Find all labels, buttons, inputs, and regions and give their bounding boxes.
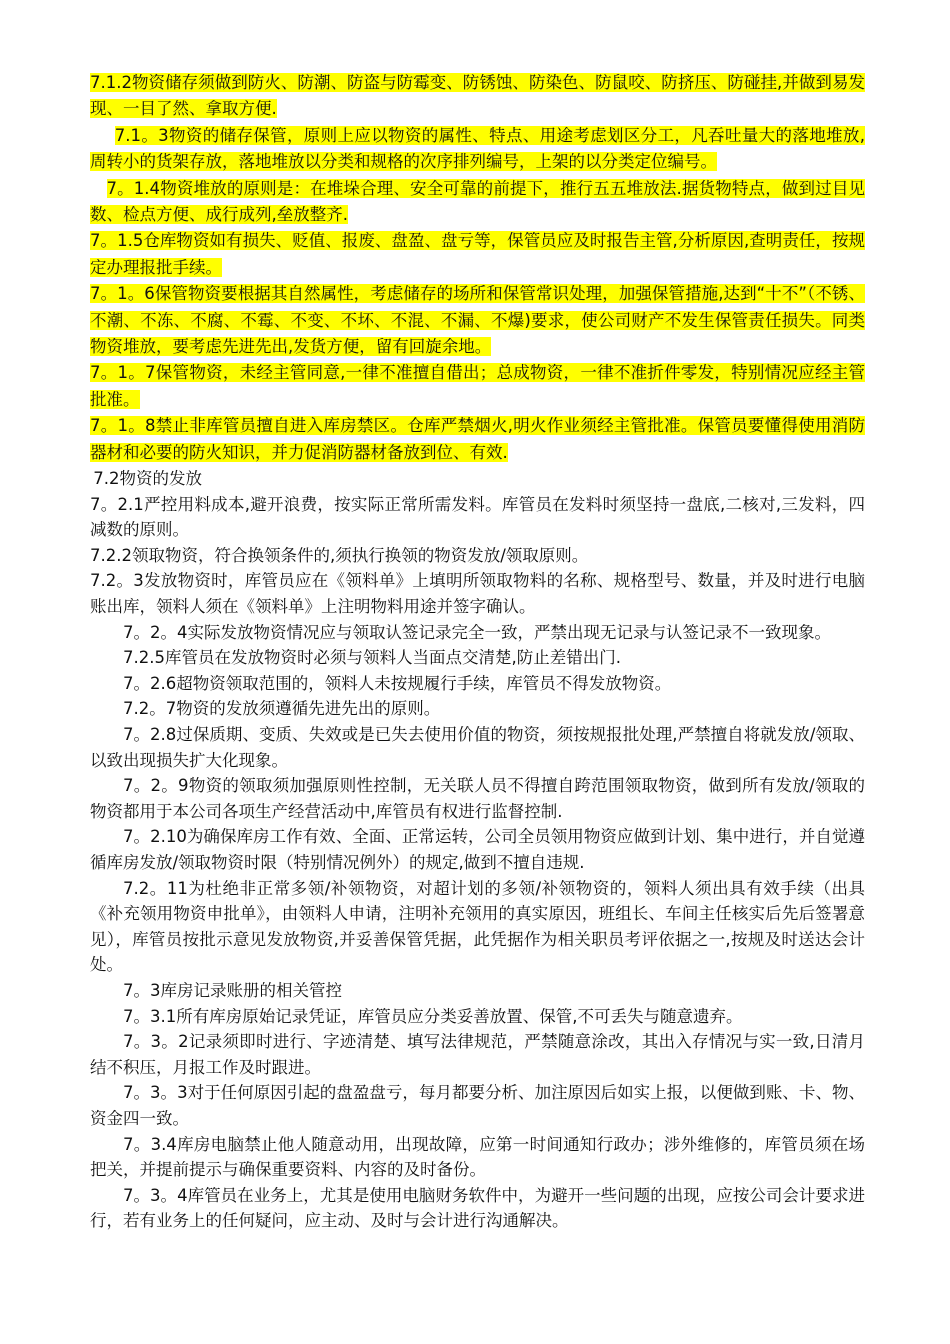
paragraph-7-2-9: 7。2。9物资的领取须加强原则性控制，无关联人员不得擅自跨范围领取物资，做到所有发放/领取的物资都用于本公司各项生产经营活动中,库管员有权进行监督控制. — [90, 776, 865, 821]
paragraph-7-1-8 — [90, 413, 865, 466]
paragraph-text: 7。1.5仓库物资如有损失、贬值、报废、盘盈、盘亏等，保管员应及时报告主管,分析原因,查明责任，按规定办理报批手续。 — [90, 231, 865, 277]
paragraph-7-2-11: 7.2。11为杜绝非正常多领/补领物资，对超计划的多领/补领物资的，领料人须出具有效手续（出具《补充领用物资申批单》，由领料人申请，注明补充领用的真实原因，班组长、车间主任核实后先后签署意见），库管员按批示意见发放物资,并妥善保管凭据，此凭据作为相关职员考评依据之一,按规及时送达会计处。 — [90, 878, 865, 975]
paragraph-7-2-1: 7。2.1严控用料成本,避开浪费，按实际正常所需发料。库管员在发料时须坚持一盘底,二核对,三发料，四减数的原则。 — [90, 494, 865, 540]
paragraph-text: 7。1。7保管物资，未经主管同意,一律不准擅自借出；总成物资，一律不准折件零发，特别情况应经主管批准。 — [90, 363, 865, 409]
paragraph-7-2-2: 7.2.2领取物资，符合换领条件的,须执行换领的物资发放/领取原则。 — [90, 545, 589, 565]
paragraph-7-2-5: 7.2.5库管员在发放物资时必须与领料人当面点交清楚,防止差错出门. — [123, 648, 621, 668]
paragraph-7-3-3: 7。3。3对于任何原因引起的盘盈盘亏，每月都要分析、加注原因后如实上报，以便做到账、卡、物、资金四一致。 — [90, 1083, 865, 1128]
paragraph-7-1-3 — [90, 123, 865, 176]
paragraph-7-2-10: 7。2.10为确保库房工作有效、全面、正常运转，公司全员领用物资应做到计划、集中进行，并自觉遵循库房发放/领取物资时限（特别情况例外）的规定,做到不擅自违规. — [90, 827, 865, 872]
paragraph-7-1-2 — [90, 70, 865, 123]
paragraph-7-3-4: 7。3.4库房电脑禁止他人随意动用，出现故障，应第一时间通知行政办；涉外维修的，库管员须在场把关，并提前提示与确保重要资料、内容的及时备份。 — [90, 1134, 865, 1180]
document-page — [90, 70, 865, 1234]
paragraph-7-3-4-accounting: 7。3。4库管员在业务上，尤其是使用电脑财务软件中，为避开一些问题的出现，应按公司会计要求进行，若有业务上的任何疑问，应主动、及时与会计进行沟通解决。 — [90, 1185, 865, 1231]
section-heading-7-3: 7。3库房记录账册的相关管控 — [123, 980, 342, 1000]
paragraph-text: 7.1.2物资储存须做到防火、防潮、防盗与防霉变、防锈蚀、防染色、防鼠咬、防挤压、防碰挂,并做到易发现、一目了然、拿取方便. — [90, 73, 865, 119]
section-heading-7-2: 7.2物资的发放 — [93, 469, 203, 489]
paragraph-7-3-2: 7。3。2记录须即时进行、字迹清楚、填写法律规范，严禁随意涂改，其出入存情况与实一致,日清月结不积压，月报工作及时跟进。 — [90, 1032, 865, 1077]
paragraph-text: 7。1.4物资堆放的原则是：在堆垛合理、安全可靠的前提下，推行五五堆放法.据货物特点，做到过目见数、检点方便、成行成列,垒放整齐. — [90, 178, 865, 225]
paragraph-7-1-7 — [90, 360, 865, 413]
paragraph-text: 7.1。3物资的储存保管，原则上应以物资的属性、特点、用途考虑划区分工，凡吞吐量大的落地堆放,周转小的货架存放，落地堆放以分类和规格的次序排列编号，上架的以分类定位编号。 — [90, 125, 865, 172]
paragraph-7-2-7: 7.2。7物资的发放须遵循先进先出的原则。 — [123, 699, 441, 719]
paragraph-7-2-3: 7.2。3发放物资时，库管员应在《领料单》上填明所领取物料的名称、规格型号、数量，并及时进行电脑账出库，领料人须在《领料单》上注明物料用途并签字确认。 — [90, 571, 865, 617]
paragraph-7-2-8: 7。2.8过保质期、变质、失效或是已失去使用价值的物资，须按规报批处理,严禁擅自将就发放/领取、以致出现损失扩大化现象。 — [90, 725, 865, 770]
paragraph-7-3-1: 7。3.1所有库房原始记录凭证，库管员应分类妥善放置、保管,不可丢失与随意遗弃。 — [123, 1006, 743, 1026]
paragraph-7-2-4: 7。2。4实际发放物资情况应与领取认签记录完全一致，严禁出现无记录与认签记录不一致现象。 — [123, 622, 831, 642]
paragraph-text: 7。1。8禁止非库管员擅自进入库房禁区。仓库严禁烟火,明火作业须经主管批准。保管员要懂得使用消防器材和必要的防火知识，并力促消防器材备放到位、有效. — [90, 416, 865, 462]
paragraph-7-1-6 — [90, 281, 865, 360]
paragraph-text: 7。1。6保管物资要根据其自然属性，考虑储存的场所和保管常识处理，加强保管措施,达到“十不”（不锈、不潮、不冻、不腐、不霉、不变、不坏、不混、不漏、不爆)要求，使公司财产不发生保管责任损失。同类物资堆放，要考虑先进先出,发货方便，留有回旋余地。 — [90, 284, 865, 357]
paragraph-7-1-5 — [90, 228, 865, 281]
paragraph-7-2-6: 7。2.6超物资领取范围的，领料人未按规履行手续，库管员不得发放物资。 — [123, 673, 672, 693]
paragraph-7-1-4 — [90, 176, 865, 229]
